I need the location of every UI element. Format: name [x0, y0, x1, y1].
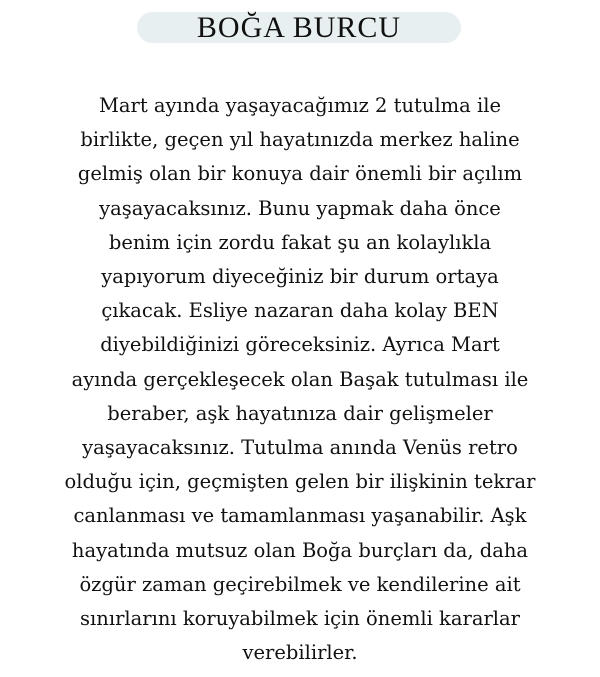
paragraph-line: özgür zaman geçirebilmek ve kendilerine ait — [79, 572, 521, 596]
paragraph-line: ayında gerçekleşecek olan Başak tutulması ile — [71, 367, 529, 391]
paragraph-line: birlikte, geçen yıl hayatınızda merkez haline — [80, 128, 520, 152]
paragraph-line: yaşayacaksınız. Bunu yapmak daha önce — [99, 196, 501, 220]
paragraph-line: yapıyorum diyeceğiniz bir durum ortaya — [101, 265, 499, 289]
paragraph-line: diyebildiğinizi göreceksiniz. Ayrıca Mart — [100, 333, 500, 357]
paragraph-line: gelmiş olan bir konuya dair önemli bir açılım — [77, 162, 523, 186]
paragraph-line: benim için zordu fakat şu an kolaylıkla — [108, 230, 492, 254]
paragraph-line: canlanması ve tamamlanması yaşanabilir. Aşk — [73, 504, 527, 528]
paragraph-line: yaşayacaksınız. Tutulma anında Venüs retro — [82, 436, 518, 460]
title-badge — [137, 12, 461, 43]
paragraph-line: beraber, aşk hayatınıza dair gelişmeler — [107, 401, 493, 425]
paragraph-line: hayatında mutsuz olan Boğa burçları da, daha — [71, 538, 529, 562]
paragraph-line: olduğu için, geçmişten gelen bir ilişkinin tekrar — [64, 470, 536, 494]
paragraph-line: verebilirler. — [242, 641, 358, 665]
paragraph-line: Mart ayında yaşayacağımız 2 tutulma ile — [98, 94, 502, 117]
paragraph-line: sınırlarını koruyabilmek için önemli kararlar — [80, 607, 520, 631]
paragraph-line: çıkacak. Esliye nazaran daha kolay BEN — [101, 299, 499, 323]
horoscope-paragraph — [20, 89, 580, 670]
page-title: BOĞA BURCU — [196, 11, 402, 44]
